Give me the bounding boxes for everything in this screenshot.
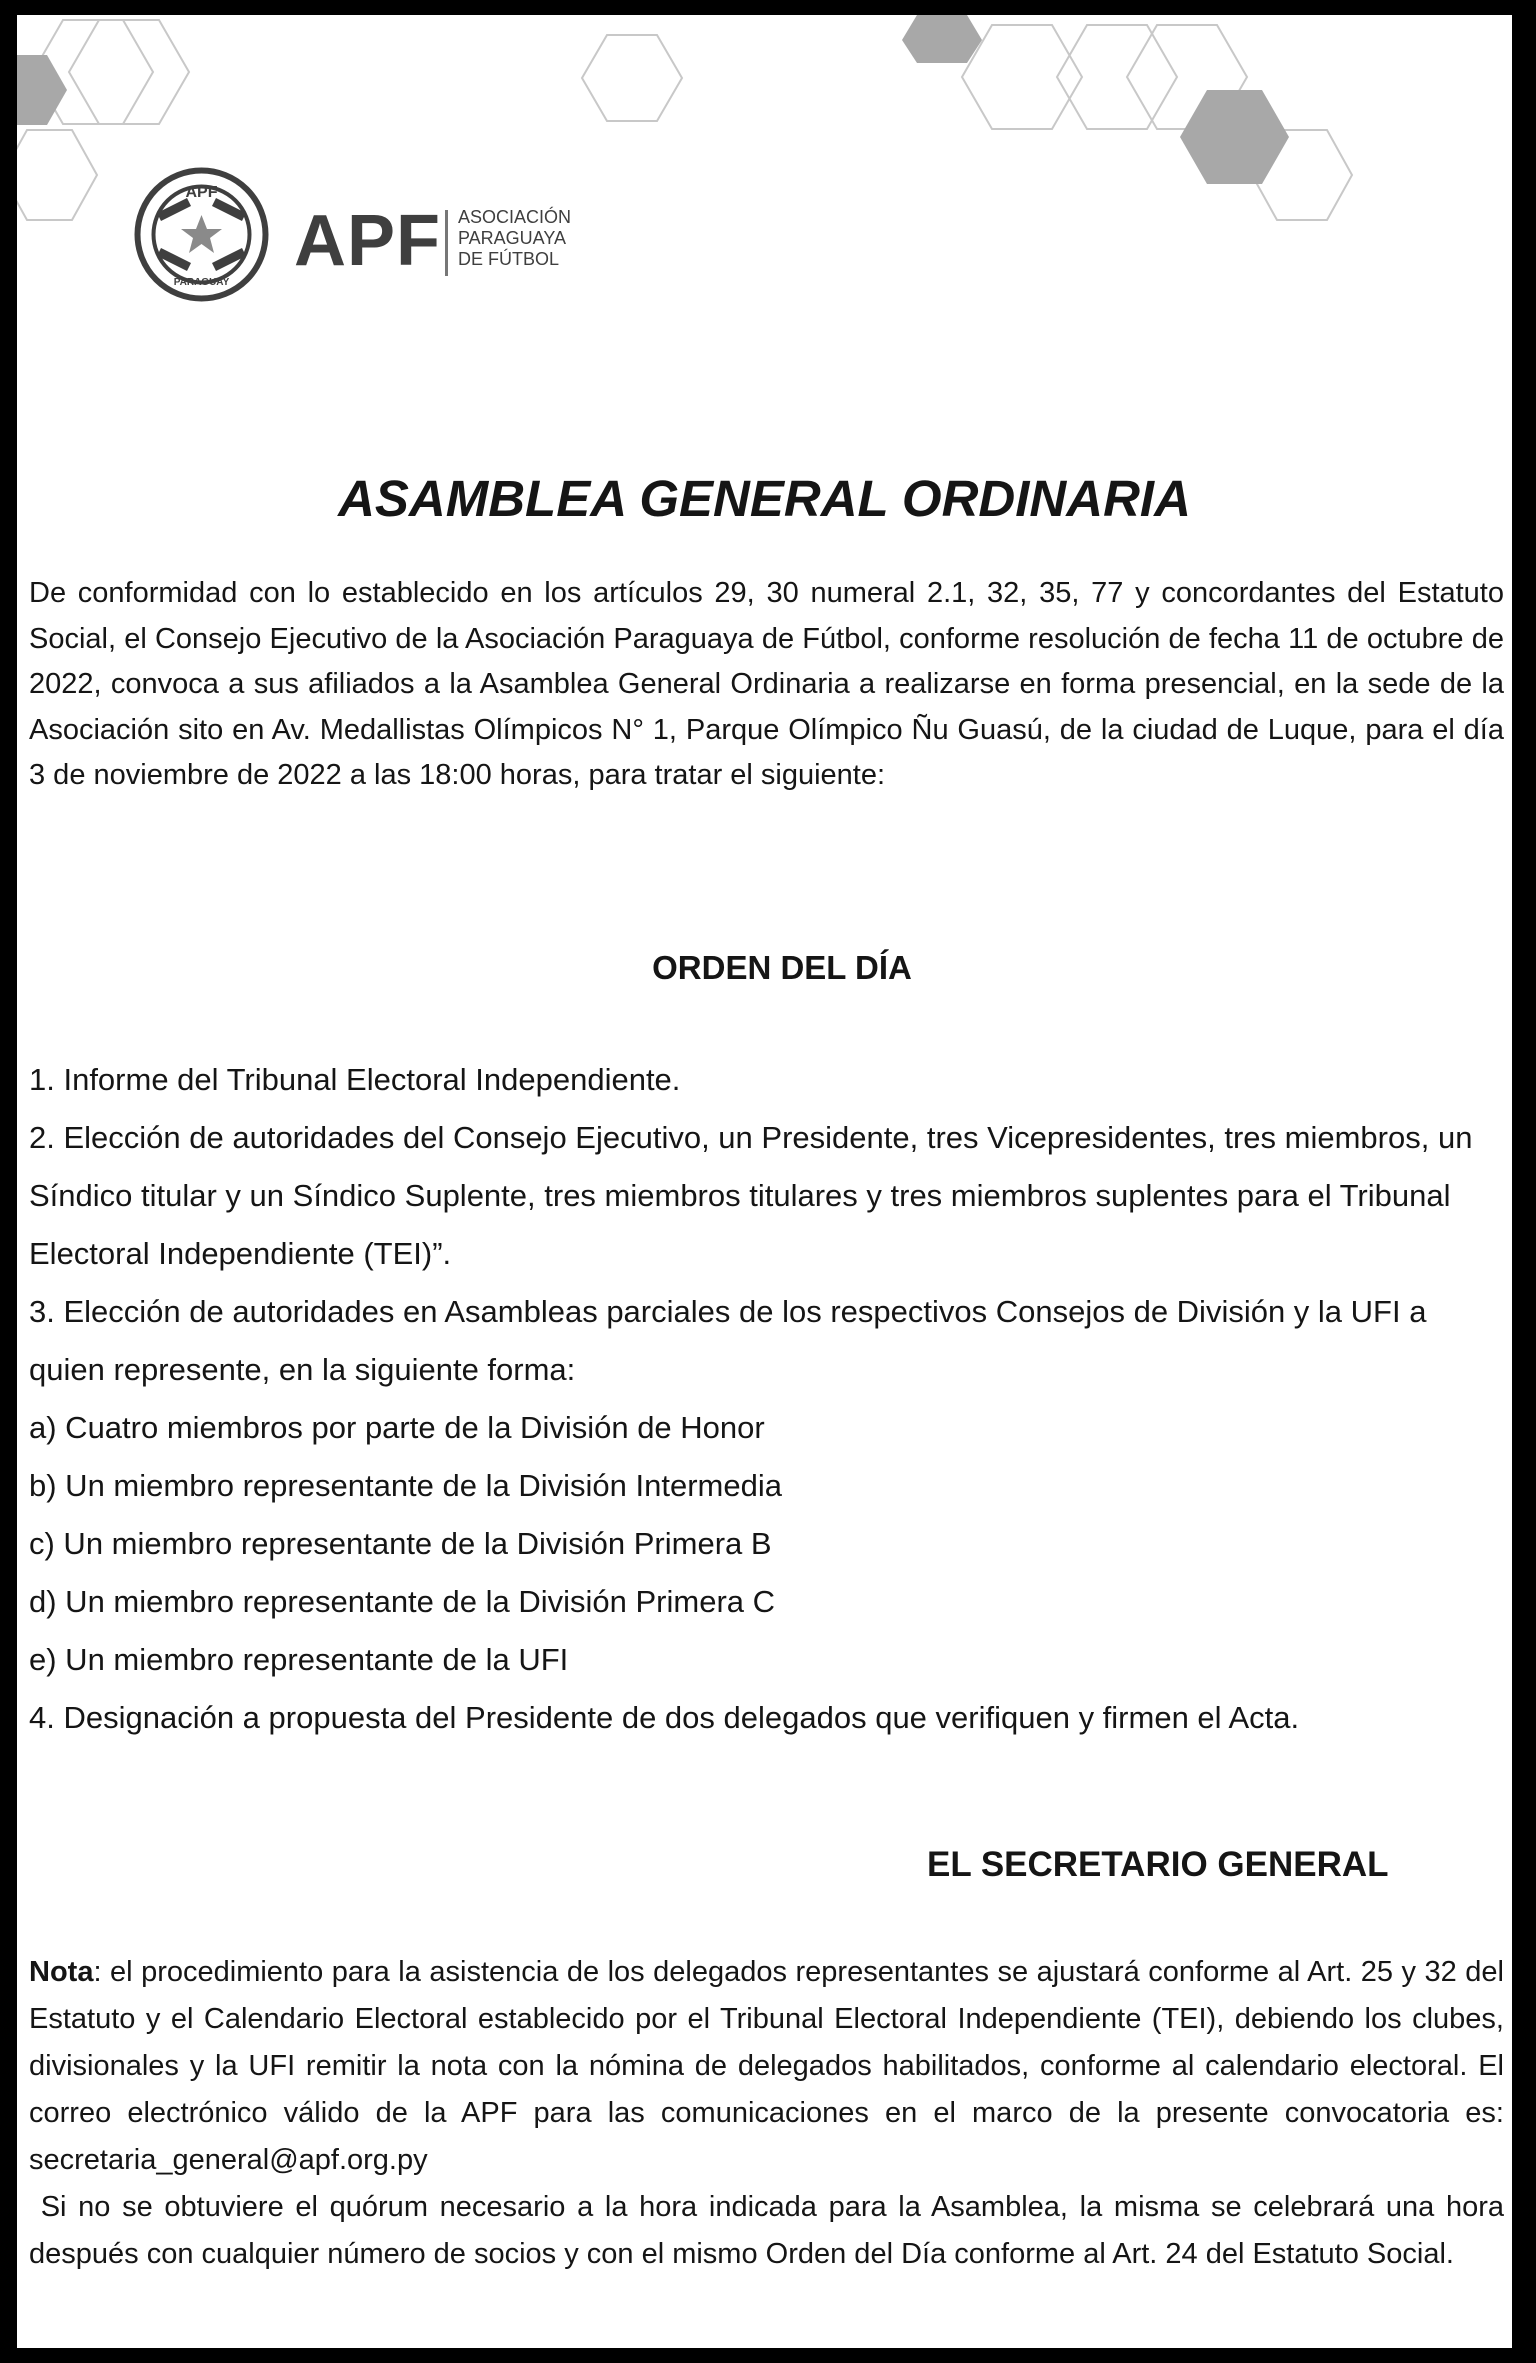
apf-emblem-logo	[134, 167, 269, 302]
agenda-heading: ORDEN DEL DÍA	[652, 949, 912, 986]
apf-wordmark: APF	[294, 201, 441, 281]
agenda-item: 2. Elección de autoridades del Consejo Ejecutivo, un Presidente, tres Vicepresidentes, tres miembros, un Síndico titular y un Síndico Suplente, tres miembros titulares y tres miembros suplentes para el Tribunal Electoral Independiente (TEI)”.	[29, 1120, 1473, 1271]
intro-paragraph: De conformidad con lo establecido en los artículos 29, 30 numeral 2.1, 32, 35, 77 y concordantes del Estatuto Social, el Consejo Ejecutivo de la Asociación Paraguaya de Fútbol, conforme resolución de fecha 11 de octubre de 2022, convoca a sus afiliados a la Asamblea General Ordinaria a realizarse en forma presencial, en la sede de la Asociación sito en Av. Medallistas Olímpicos N° 1, Parque Olímpico Ñu Guasú, de la ciudad de Luque, para el día 3 de noviembre de 2022 a las 18:00 horas, para tratar el siguiente:	[29, 577, 1504, 791]
note-paragraph	[29, 1949, 1504, 2278]
logo-divider	[445, 210, 448, 276]
logo-subtitle-line: DE FÚTBOL	[458, 249, 560, 269]
agenda-item: e) Un miembro representante de la UFI	[29, 1642, 569, 1677]
agenda-item: 4. Designación a propuesta del Presidente de dos delegados que verifiquen y firmen el Acta.	[29, 1700, 1300, 1735]
logo-subtitle	[458, 207, 571, 270]
note-text: : el procedimiento para la asistencia de los delegados representantes se ajustará conforme al Art. 25 y 32 del Estatuto y el Calendario Electoral establecido por el Tribunal Electoral Independiente (TEI), debiendo los clubes, divisionales y la UFI remitir la nota con la nómina de delegados habilitados, conforme al calendario electoral. El correo electrónico válido de la APF para las comunicaciones en el marco de la presente convocatoria es: secretaria_general@apf.org.py	[29, 1956, 1504, 2176]
agenda-item: c) Un miembro representante de la División Primera B	[29, 1526, 772, 1561]
emblem-apf-text: APF	[185, 184, 218, 201]
page-title: ASAMBLEA GENERAL ORDINARIA	[338, 470, 1191, 527]
logo-subtitle-line: PARAGUAYA	[458, 228, 567, 248]
signature-title: EL SECRETARIO GENERAL	[927, 1845, 1389, 1884]
emblem-paraguay-text: PARAGUAY	[173, 277, 230, 288]
quorum-text: Si no se obtuviere el quórum necesario a la hora indicada para la Asamblea, la misma se celebrará una hora después con cualquier número de socios y con el mismo Orden del Día conforme al Art. 24 del Estatuto Social.	[29, 2191, 1504, 2270]
agenda-item: 1. Informe del Tribunal Electoral Independiente.	[29, 1062, 681, 1097]
agenda-item: b) Un miembro representante de la División Intermedia	[29, 1468, 782, 1503]
notice-page	[17, 15, 1512, 2348]
agenda-list	[29, 1051, 1504, 1747]
agenda-item: a) Cuatro miembros por parte de la División de Honor	[29, 1410, 765, 1445]
agenda-item: d) Un miembro representante de la División Primera C	[29, 1584, 776, 1619]
logo-subtitle-line: ASOCIACIÓN	[458, 207, 572, 227]
agenda-item: 3. Elección de autoridades en Asambleas parciales de los respectivos Consejos de División y la UFI a quien represente, en la siguiente forma:	[29, 1294, 1427, 1387]
note-label: Nota	[29, 1956, 94, 1988]
